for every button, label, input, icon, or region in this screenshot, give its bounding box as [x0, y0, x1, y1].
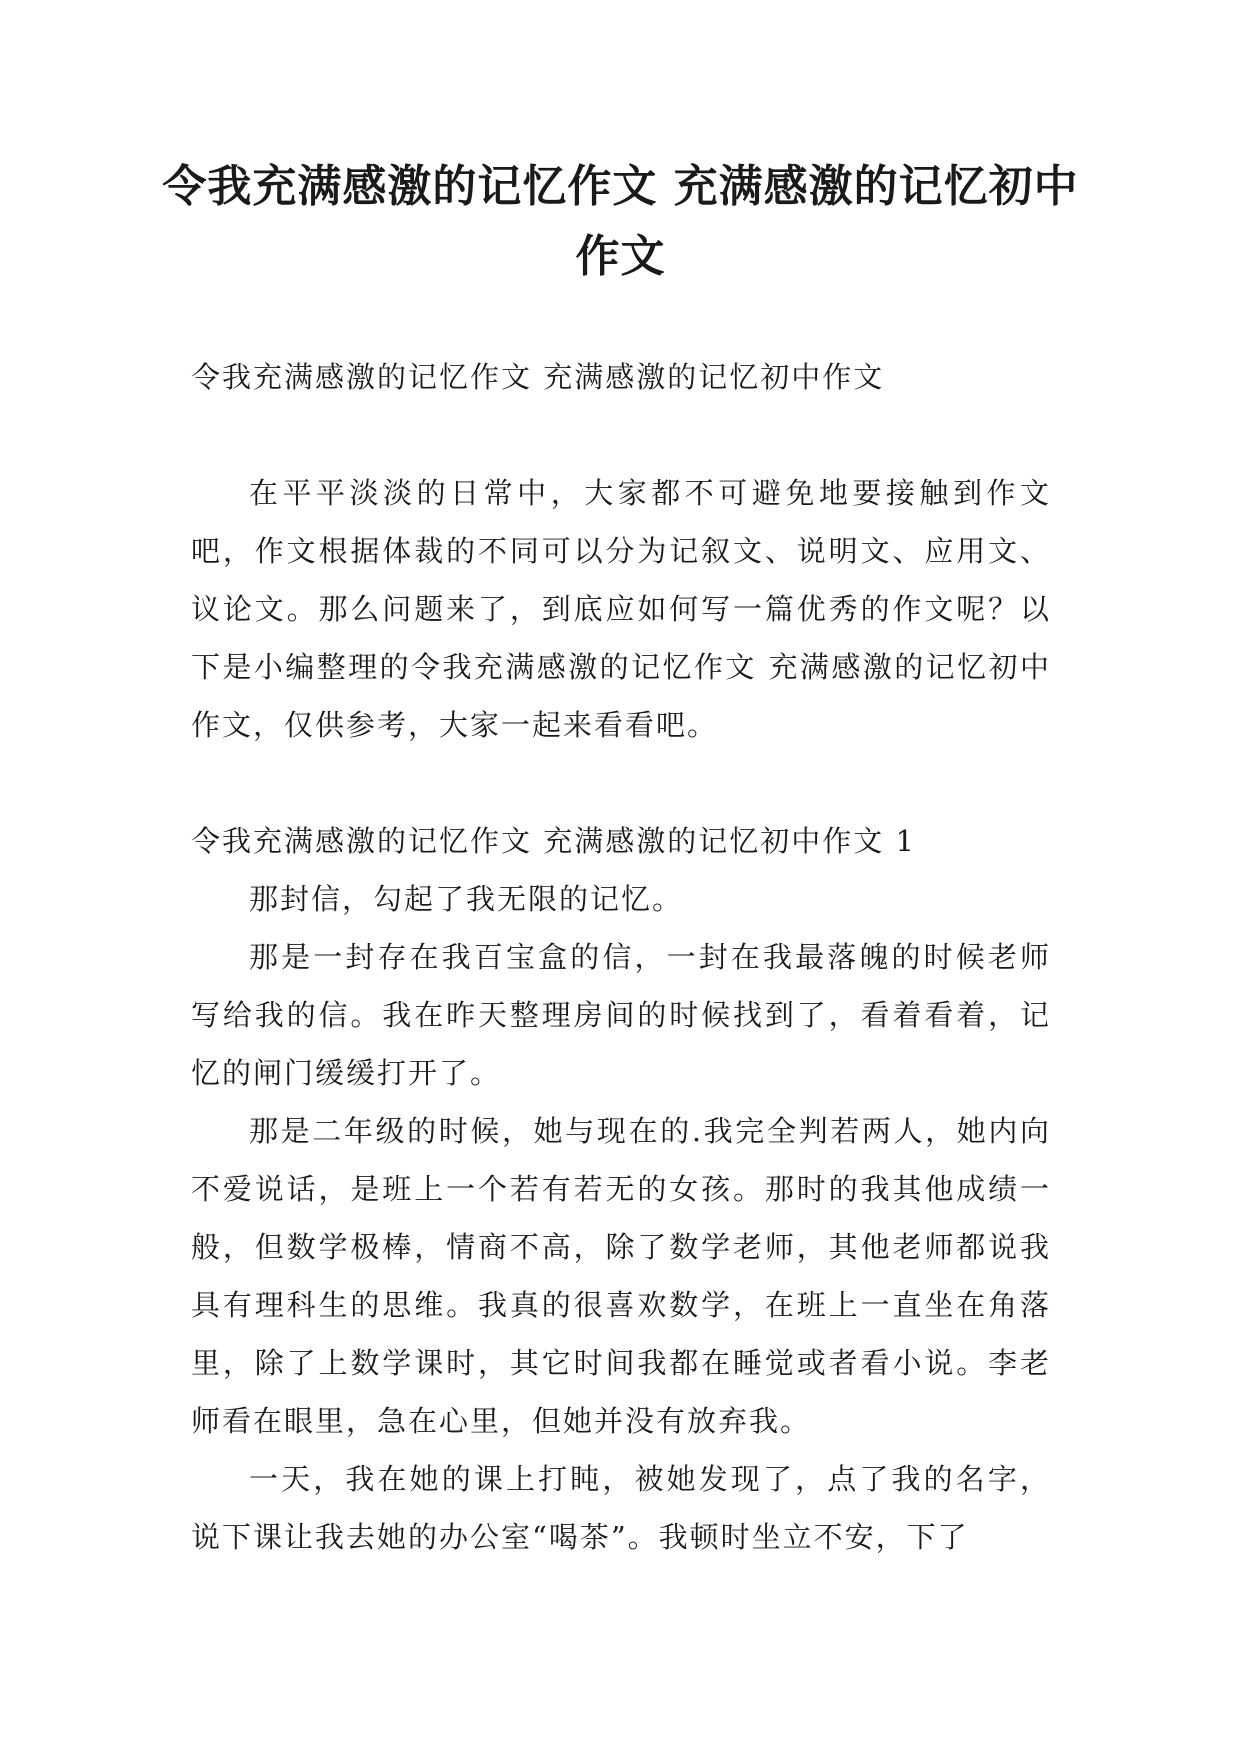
document-title: 令我充满感激的记忆作文 充满感激的记忆初中作文 [162, 161, 1079, 282]
body-paragraph: 那是一封存在我百宝盒的信，一封在我最落魄的时候老师写给我的信。我在昨天整理房间的时候找到了，看着看着，记忆的闸门缓缓打开了。 [191, 940, 1051, 1090]
section-heading: 令我充满感激的记忆作文 充满感激的记忆初中作文 1 [191, 824, 916, 858]
body-paragraph: 那封信，勾起了我无限的记忆。 [249, 882, 684, 916]
body-paragraph: 一天，我在她的课上打盹，被她发现了，点了我的名字，说下课让我去她的办公室“喝茶”。我顿时坐立不安，下了 [191, 1462, 1051, 1554]
intro-paragraph: 在平平淡淡的日常中，大家都不可避免地要接触到作文吧，作文根据体裁的不同可以分为记叙文、说明文、应用文、议论文。那么问题来了，到底应如何写一篇优秀的作文呢？以下是小编整理的令我充满感激的记忆作文 充满感激的记忆初中作文，仅供参考，大家一起来看看吧。 [191, 476, 1051, 742]
document-body [191, 348, 1051, 1566]
document-subtitle: 令我充满感激的记忆作文 充满感激的记忆初中作文 [191, 360, 885, 394]
body-paragraph: 那是二年级的时候，她与现在的.我完全判若两人，她内向不爱说话，是班上一个若有若无的女孩。那时的我其他成绩一般，但数学极棒，情商不高，除了数学老师，其他老师都说我具有理科生的思维。我真的很喜欢数学，在班上一直坐在角落里，除了上数学课时，其它时间我都在睡觉或者看小说。李老师看在眼里，急在心里，但她并没有放弃我。 [191, 1114, 1051, 1438]
